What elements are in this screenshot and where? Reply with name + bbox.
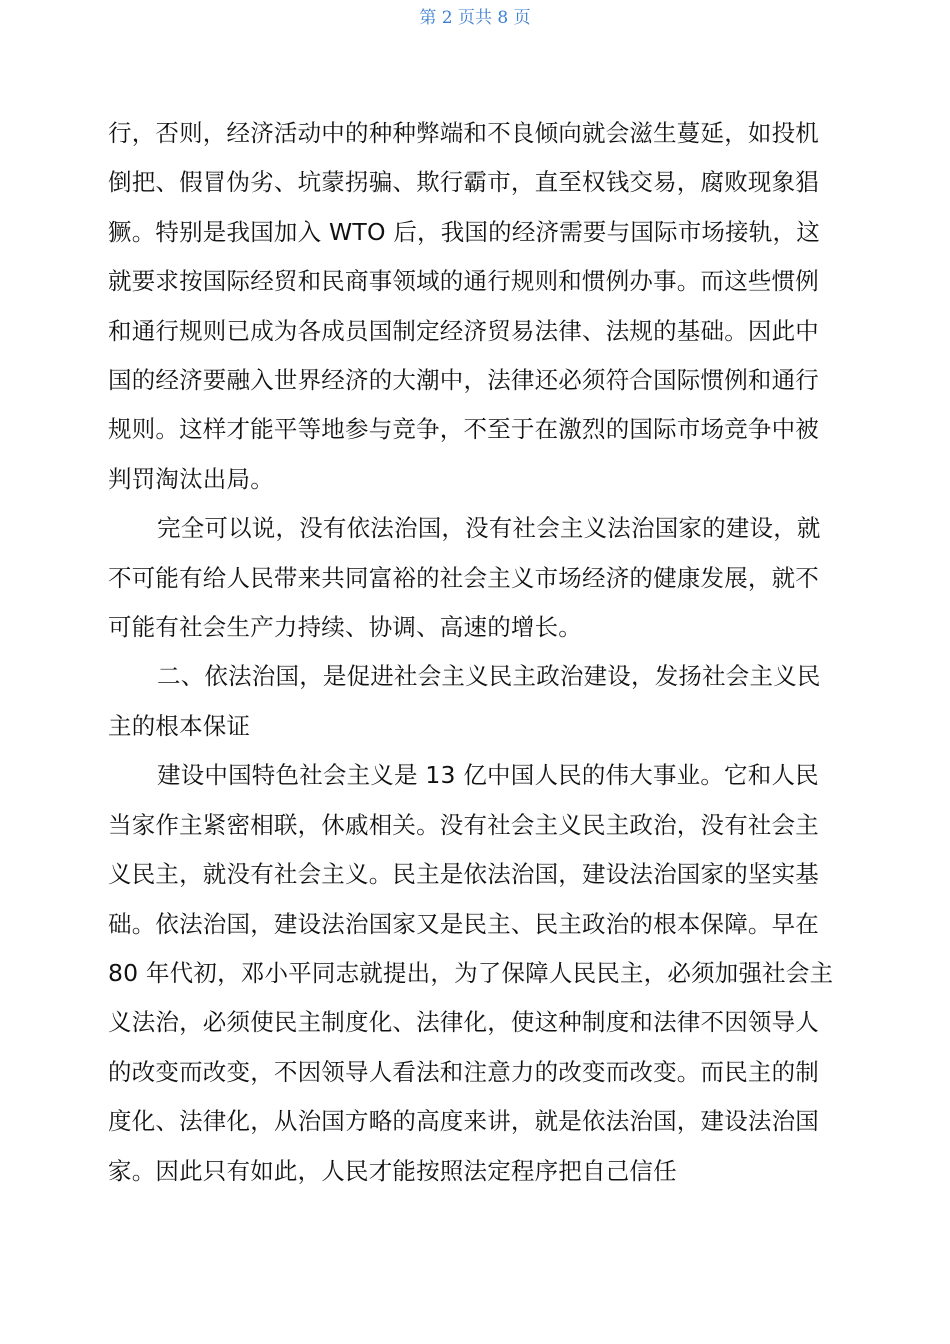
section-heading-2: 二、依法治国，是促进社会主义民主政治建设，发扬社会主义民主的根本保证: [108, 662, 821, 740]
document-body: [108, 109, 842, 1196]
paragraph-1: 行，否则，经济活动中的种种弊端和不良倾向就会滋生蔓延，如投机倒把、假冒伪劣、坑蒙拐骗、欺行霸市，直至权钱交易，腐败现象猖獗。特别是我国加入 WTO 后，我国的经济需要与国际市场接轨，这就要求按国际经贸和民商事领域的通行规则和惯例办事。而这些惯例和通行规则已成为各成员国制定经济贸易法律、法规的基础。因此中国的经济要融入世界经济的大潮中，法律还必须符合国际惯例和通行规则。这样才能平等地参与竞争，不至于在激烈的国际市场竞争中被判罚淘汰出局。: [108, 119, 820, 493]
page-number-header: 第 2 页共 8 页: [419, 8, 531, 28]
paragraph-2: 完全可以说，没有依法治国，没有社会主义法治国家的建设，就不可能有给人民带来共同富裕的社会主义市场经济的健康发展，就不可能有社会生产力持续、协调、高速的增长。: [108, 514, 821, 642]
paragraph-3: 建设中国特色社会主义是 13 亿中国人民的伟大事业。它和人民当家作主紧密相联，休戚相关。没有社会主义民主政治，没有社会主义民主，就没有社会主义。民主是依法治国，建设法治国家的坚实基础。依法治国，建设法治国家又是民主、民主政治的根本保障。早在 80 年代初，邓小平同志就提出，为了保障人民民主，必须加强社会主义法治，必须使民主制度化、法律化，使这种制度和法律不因领导人的改变而改变，不因领导人看法和注意力的改变而改变。而民主的制度化、法律化，从治国方略的高度来讲，就是依法治国，建设法治国家。因此只有如此，人民才能按照法定程序把自己信任: [108, 761, 834, 1185]
